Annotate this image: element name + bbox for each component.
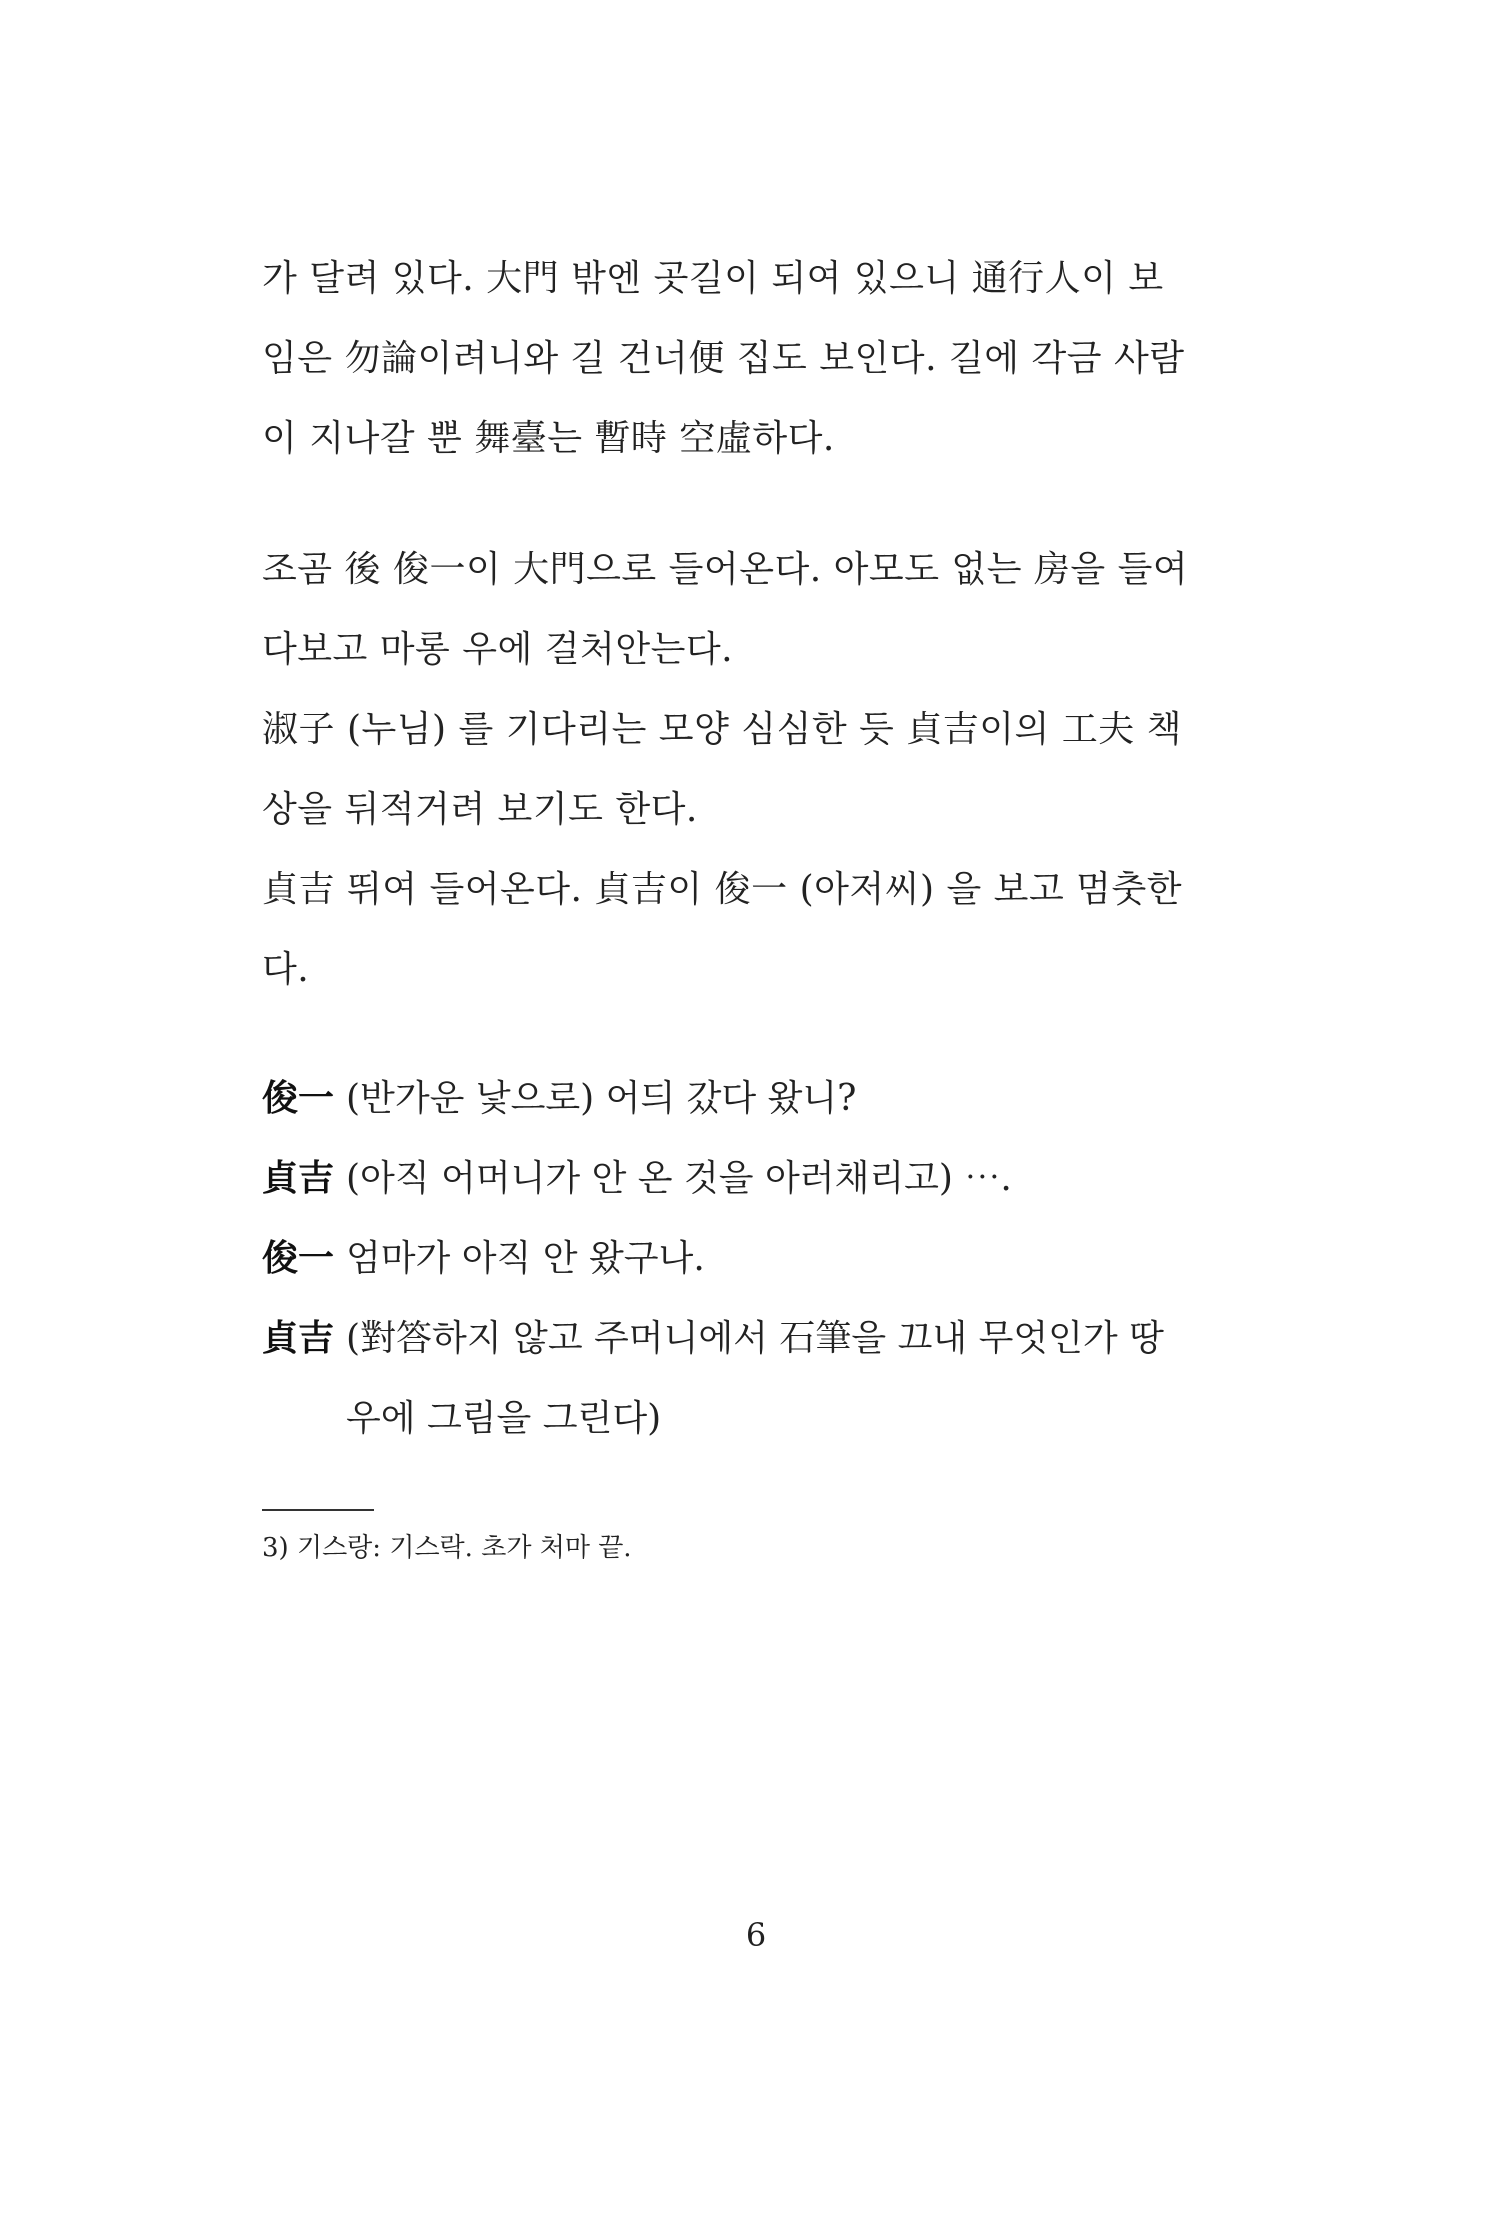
speech-text <box>346 1059 1242 1139</box>
stage-direction-paragraph-2 <box>262 530 1202 1010</box>
speech-line: 우에 그림을 그린다) <box>346 1398 662 1439</box>
text-line: 가 달려 있다. 大門 밖엔 곳길이 되여 있으니 通行人이 보 <box>262 258 1164 299</box>
text-line: 淑子 (누님) 를 기다리는 모양 심심한 듯 貞吉이의 工夫 책 <box>262 709 1182 750</box>
text-line: 다. <box>262 949 310 990</box>
page-number: 6 <box>745 1916 767 1954</box>
text-line: 상을 뒤적거려 보기도 한다. <box>262 789 698 830</box>
text-line: 다보고 마롱 우에 걸처안는다. <box>262 629 734 670</box>
speaker-name: 俊一 <box>262 1078 335 1119</box>
dialogue-line <box>262 1059 1242 1139</box>
speech-text <box>346 1299 1242 1459</box>
speech-line: 엄마가 아직 안 왔구나. <box>346 1238 705 1279</box>
speech-text <box>346 1139 1242 1219</box>
speech-text <box>346 1219 1242 1299</box>
text-line: 조곰 後 俊一이 大門으로 들어온다. 아모도 없는 房을 들여 <box>262 549 1189 590</box>
stage-direction-paragraph-1 <box>262 239 1202 479</box>
footnote: 3) 기스랑: 기스락. 초가 처마 끝. <box>262 1533 632 1563</box>
dialogue-line <box>262 1139 1242 1219</box>
dialogue-line <box>262 1219 1242 1299</box>
dialogue-block <box>262 1059 1242 1459</box>
speaker-name: 貞吉 <box>262 1158 335 1199</box>
text-line: 貞吉 뛰여 들어온다. 貞吉이 俊一 (아저씨) 을 보고 멈춧한 <box>262 869 1182 910</box>
footnote-divider <box>262 1509 374 1511</box>
speaker-name: 俊一 <box>262 1238 335 1279</box>
speech-line: (아직 어머니가 안 온 것을 아러채리고) ⋯. <box>346 1158 1012 1199</box>
speaker-name: 貞吉 <box>262 1318 335 1359</box>
speech-line: (반가운 낯으로) 어듸 갔다 왔니? <box>346 1078 857 1119</box>
text-line: 이 지나갈 뿐 舞臺는 暫時 空虛하다. <box>262 418 835 459</box>
text-line: 임은 勿論이려니와 길 건너便 집도 보인다. 길에 각금 사람 <box>262 338 1185 379</box>
speech-line: (對答하지 않고 주머니에서 石筆을 끄내 무엇인가 땅 <box>346 1318 1164 1359</box>
dialogue-line <box>262 1299 1242 1459</box>
